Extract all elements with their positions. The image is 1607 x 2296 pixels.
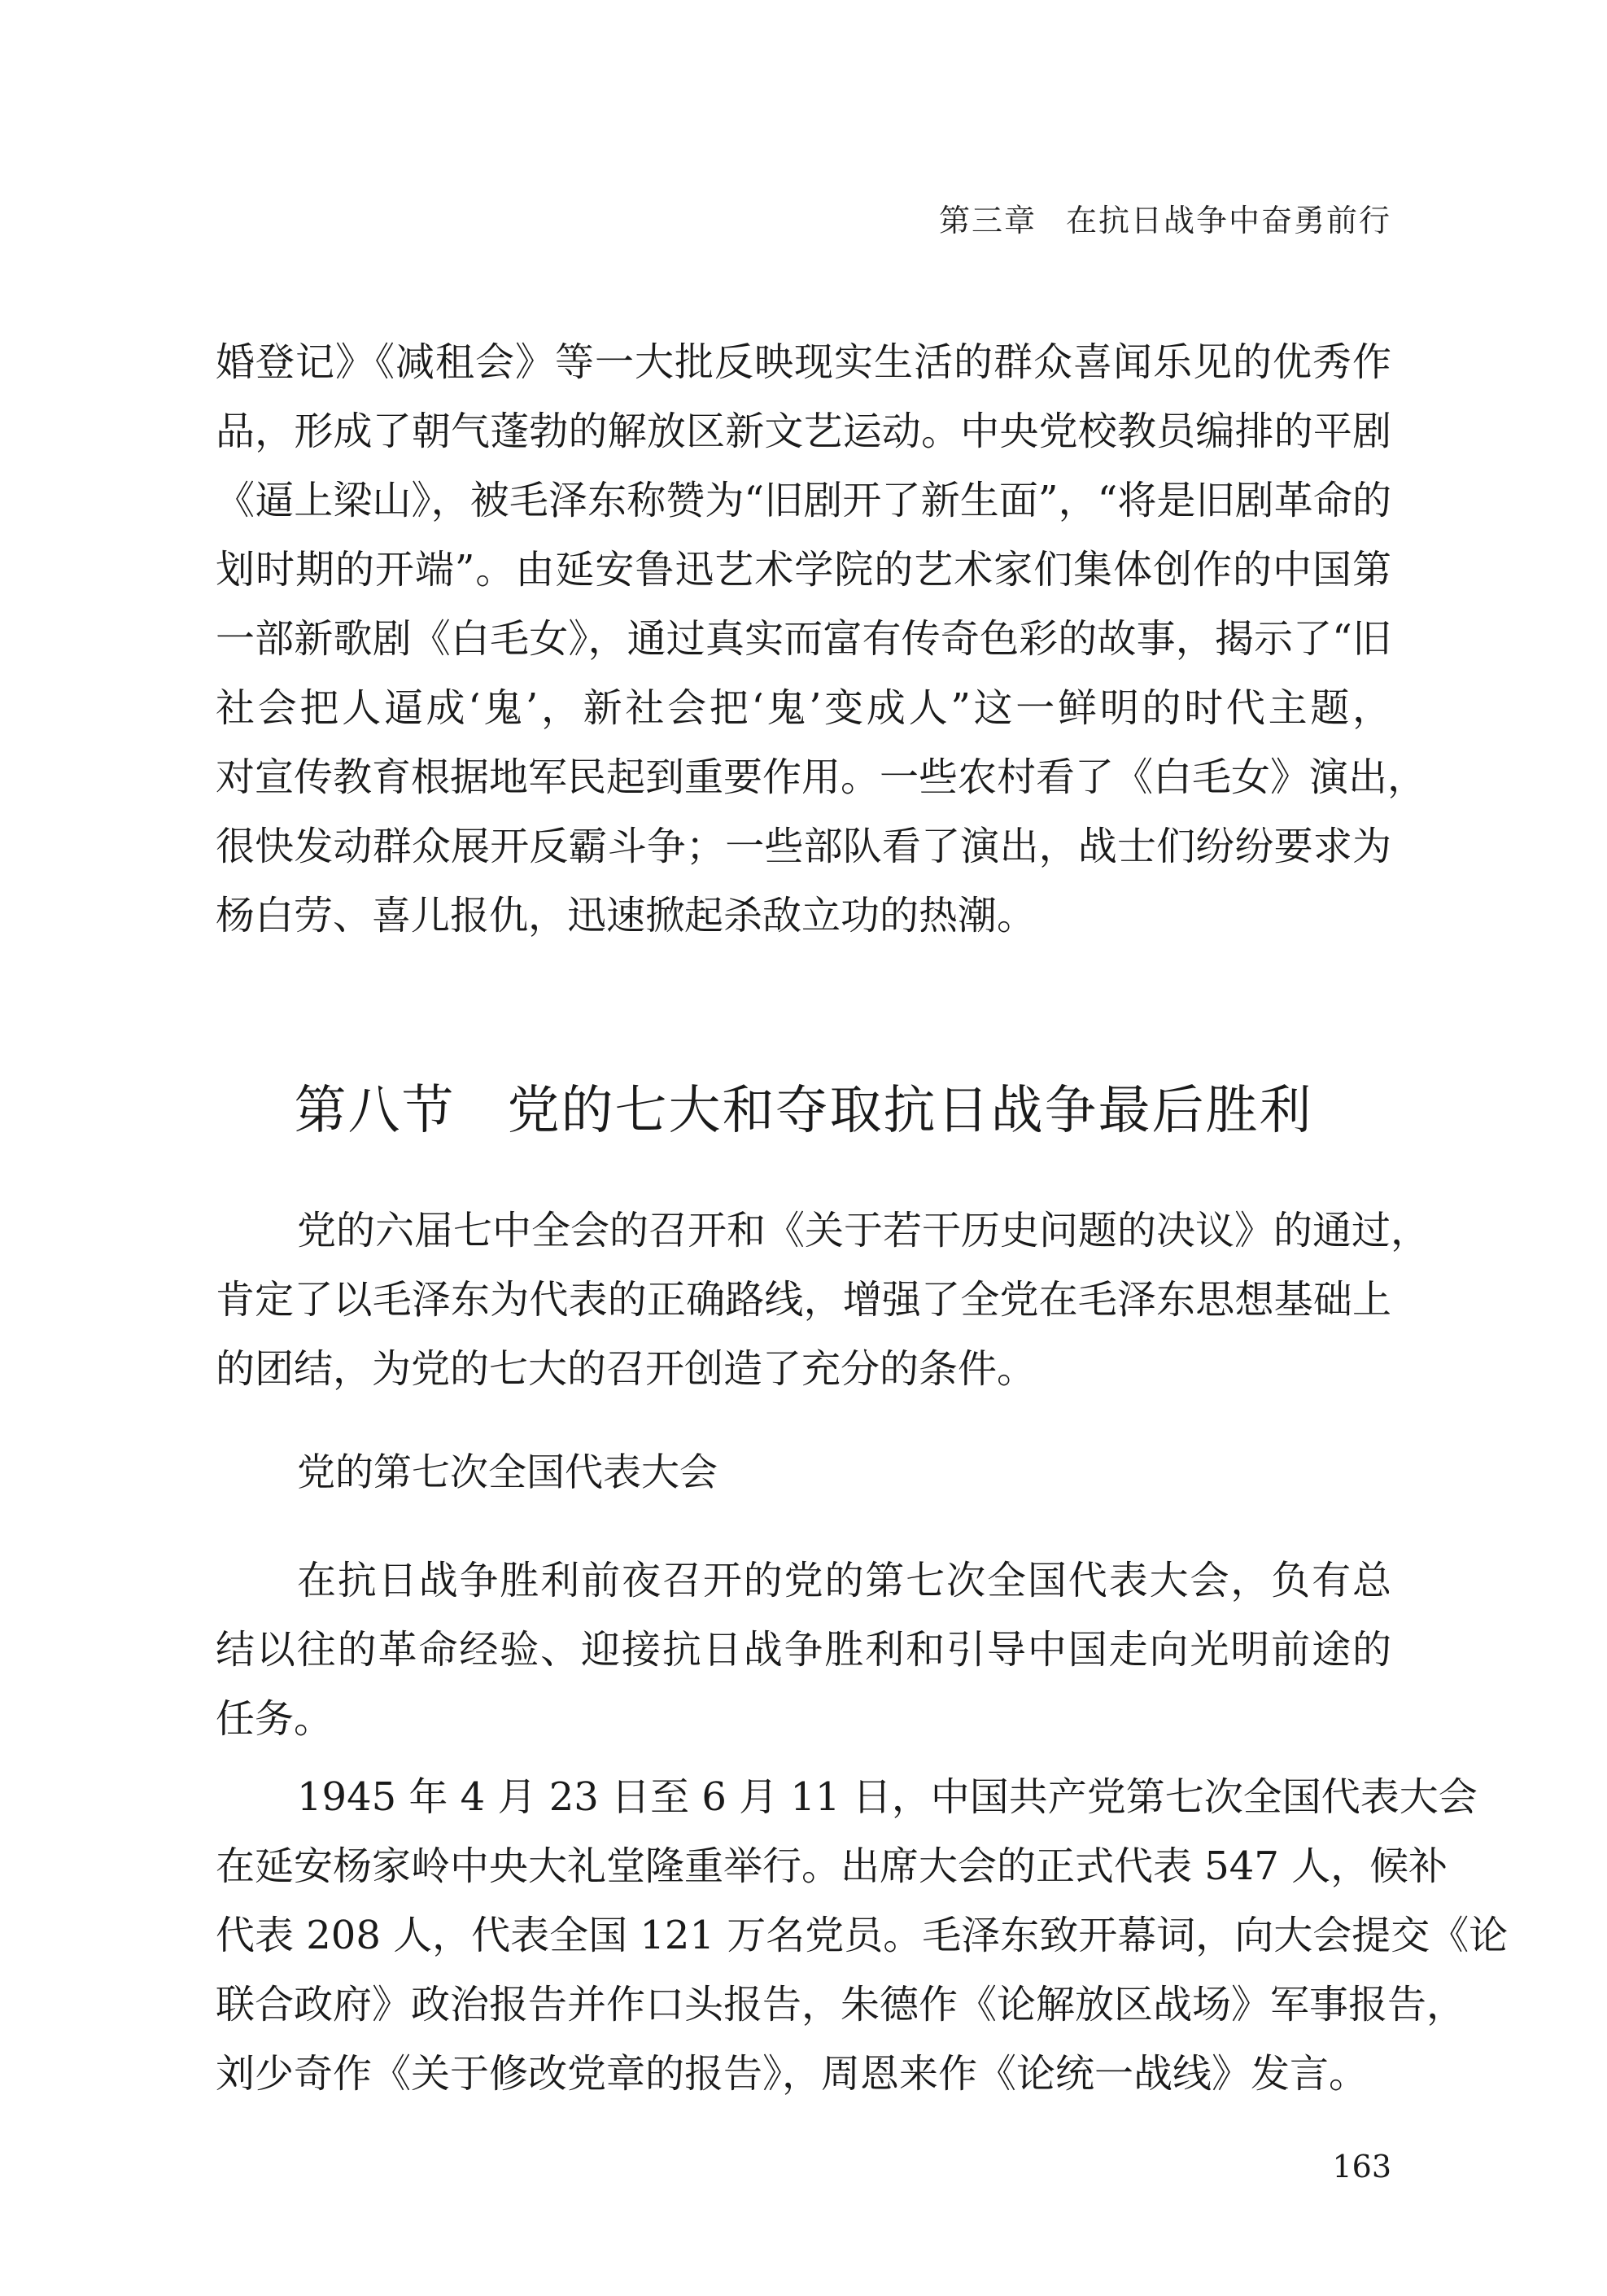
body-line: 一部新歌剧《白毛女》，通过真实而富有传奇色彩的故事，揭示了“旧 xyxy=(216,616,1391,662)
body-line: 对宣传教育根据地军民起到重要作用。一些农村看了《白毛女》演出， xyxy=(216,754,1427,800)
body-line: 在延安杨家岭中央大礼堂隆重举行。出席大会的正式代表 547 人，候补 xyxy=(216,1843,1448,1889)
page-number: 163 xyxy=(1332,2149,1391,2184)
running-head xyxy=(939,195,1391,240)
body-line: 代表 208 人，代表全国 121 万名党员。毛泽东致开幕词，向大会提交《论 xyxy=(216,1913,1509,1958)
body-line: 刘少奇作《关于修改党章的报告》，周恩来作《论统一战线》发言。 xyxy=(216,2051,1369,2097)
body-line: 肯定了以毛泽东为代表的正确路线，增强了全党在毛泽东思想基础上 xyxy=(216,1277,1391,1323)
body-line: 党的六届七中全会的召开和《关于若干历史问题的决议》的通过， xyxy=(297,1208,1430,1253)
body-line: 的团结，为党的七大的召开创造了充分的条件。 xyxy=(216,1346,1037,1392)
body-line: 1945 年 4 月 23 日至 6 月 11 日，中国共产党第七次全国代表大会 xyxy=(297,1774,1478,1820)
body-line: 《逼上梁山》，被毛泽东称赞为“旧剧开了新生面”，“将是旧剧革命的 xyxy=(216,478,1391,523)
body-line: 结以往的革命经验、迎接抗日战争胜利和引导中国走向光明前途的 xyxy=(216,1627,1391,1673)
section-number: 第八节 xyxy=(294,1081,456,1141)
subsection-heading: 党的第七次全国代表大会 xyxy=(297,1450,718,1495)
body-line: 社会把人逼成‘鬼’，新社会把‘鬼’变成人”这一鲜明的时代主题， xyxy=(216,685,1391,731)
body-line: 很快发动群众展开反霸斗争；一些部队看了演出，战士们纷纷要求为 xyxy=(216,824,1391,869)
section-heading xyxy=(0,1078,1607,1144)
chapter-title: 在抗日战争中奋勇前行 xyxy=(1065,203,1391,238)
body-line: 婚登记》《减租会》等一大批反映现实生活的群众喜闻乐见的优秀作 xyxy=(216,339,1391,385)
body-line: 在抗日战争胜利前夜召开的党的第七次全国代表大会，负有总 xyxy=(297,1558,1391,1603)
body-line: 联合政府》政治报告并作口头报告，朱德作《论解放区战场》军事报告， xyxy=(216,1982,1466,2027)
body-line: 划时期的开端”。由延安鲁迅艺术学院的艺术家们集体创作的中国第 xyxy=(216,547,1391,593)
body-line: 任务。 xyxy=(216,1696,334,1742)
body-line: 杨白劳、喜儿报仇，迅速掀起杀敌立功的热潮。 xyxy=(216,893,1037,938)
chapter-number: 第三章 xyxy=(938,203,1037,238)
body-line: 品，形成了朝气蓬勃的解放区新文艺运动。中央党校教员编排的平剧 xyxy=(216,409,1391,454)
section-title: 党的七大和夺取抗日战争最后胜利 xyxy=(507,1081,1313,1141)
